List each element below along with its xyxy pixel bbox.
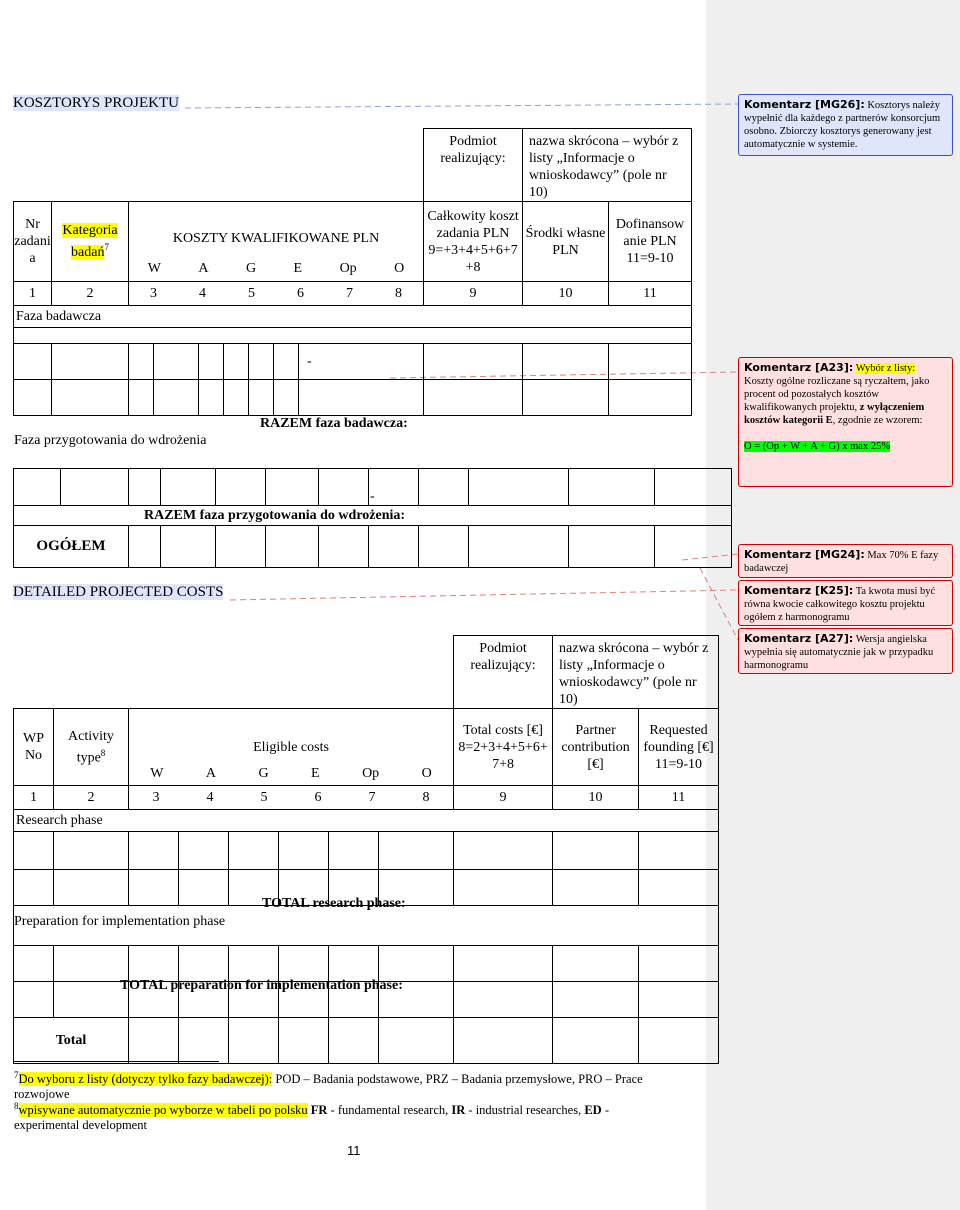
col-koszty-group xyxy=(129,202,424,282)
col-partner: Partner contribution [€] xyxy=(553,709,639,786)
dash-cell[interactable] xyxy=(299,344,424,380)
num-cell: 5 xyxy=(260,790,268,805)
cat-op: Op xyxy=(362,766,380,781)
comment-a27[interactable]: Komentarz [A27]: Wersja angielska wypełnia się automatycznie jak w przypadku harmonogramu xyxy=(738,628,953,674)
num-cell-group xyxy=(129,786,454,810)
num-cell: 8 xyxy=(395,286,402,301)
razem-przygotowania-label: RAZEM faza przygotowania do wdrożenia: xyxy=(144,508,406,523)
num-cell: 9 xyxy=(424,282,523,306)
num-cell: 1 xyxy=(14,282,52,306)
cat-e: E xyxy=(311,766,320,781)
cat-o: O xyxy=(394,260,405,276)
cat-o: O xyxy=(421,766,432,781)
num-cell: 1 xyxy=(14,786,54,810)
total-prep-label: TOTAL preparation for implementation phase: xyxy=(120,978,403,993)
faza-badawcza-label: Faza badawcza xyxy=(14,306,692,328)
section-title-kosztorys: KOSZTORYS PROJEKTU xyxy=(13,95,180,111)
cat-g: G xyxy=(258,766,269,781)
col-activity: Activity type$^8$ xyxy=(54,709,129,786)
num-cell: 4 xyxy=(199,286,206,301)
cat-g: G xyxy=(245,260,257,276)
col-total-costs: Total costs [€] 8=2+3+4+5+6+ 7+8 xyxy=(454,709,553,786)
num-cell: 6 xyxy=(314,790,322,805)
num-cell: 10 xyxy=(523,282,609,306)
koszty-kwalifikowane-label: KOSZTY KWALIFIKOWANE PLN xyxy=(172,230,380,246)
col-requested: Requested founding [€] 11=9-10 xyxy=(639,709,719,786)
page-number: 11 xyxy=(347,1143,361,1158)
col-srodki: Środki własne PLN xyxy=(523,202,609,282)
section-title-detailed: DETAILED PROJECTED COSTS xyxy=(13,584,224,600)
footnote-7: $^7$Do wyboru z listy (dotyczy tylko fazy badawczej): POD – Badania podstawowe, PRZ – Badania przemysłowe, PRO – Prace rozwojowe xyxy=(14,1070,643,1102)
num-cell: 8 xyxy=(422,790,430,805)
cat-a: A xyxy=(198,260,209,276)
comment-k25[interactable]: Komentarz [K25]: Ta kwota musi być równa kwocie całkowitego kosztu projektu ogółem z harmonogramu xyxy=(738,580,953,626)
cat-op: Op xyxy=(339,260,357,276)
num-cell: 2 xyxy=(54,786,129,810)
col-eligible-group xyxy=(129,709,454,786)
col-dofinansowanie: Dofinansow anie PLN 11=9-10 xyxy=(609,202,692,282)
footnote-separator xyxy=(14,1061,219,1062)
num-cell: 7 xyxy=(346,286,353,301)
comment-mg26[interactable]: Komentarz [MG26]: Kosztorys należy wypełnić dla każdego z partnerów konsorcjum osobno. Zbiorczy kosztorys generowany jest automatycznie w systemie. xyxy=(738,94,953,156)
prep-phase-label: Preparation for implementation phase xyxy=(14,914,226,929)
footnote-8: $^8$wpisywane automatycznie po wyborze w tabeli po polsku FR - fundamental research, IR - industrial researches, ED - experimental development xyxy=(14,1101,610,1133)
comment-a23[interactable]: Komentarz [A23]: Wybór z listy: Koszty ogólne rozliczane są ryczałtem, jako procent od pozostałych kosztów kwalifikowanych projektu, z wyłączeniem kosztów kategorii E, zgodnie ze wzorem: O = (Op + W + A + G) x max 25% xyxy=(738,357,953,487)
col-wp: WP No xyxy=(14,709,54,786)
col-kategoria: Kategoria badań$^7$ xyxy=(52,202,129,282)
cat-e: E xyxy=(293,260,303,276)
num-cell: 7 xyxy=(368,790,376,805)
razem-badawcza-label: RAZEM faza badawcza: xyxy=(260,416,408,431)
total-research-label: TOTAL research phase: xyxy=(262,896,406,911)
num-cell: 3 xyxy=(152,790,160,805)
category-row xyxy=(129,260,423,280)
en-category-row xyxy=(129,765,453,785)
total-label: Total xyxy=(14,1018,129,1064)
en-podmiot-label: Podmiot realizujący: xyxy=(454,636,553,709)
ogolem-label: OGÓŁEM xyxy=(14,526,129,568)
research-phase-label: Research phase xyxy=(14,810,719,832)
podmiot-value: nazwa skrócona – wybór z listy „Informacje o wnioskodawcy” (pole nr 10) xyxy=(523,129,692,202)
num-cell: 6 xyxy=(297,286,304,301)
num-cell: 2 xyxy=(52,282,129,306)
num-cell: 3 xyxy=(150,286,157,301)
cat-w: W xyxy=(150,766,164,781)
faza-przygotowania-label: Faza przygotowania do wdrożenia xyxy=(14,433,207,448)
num-cell: 11 xyxy=(639,786,719,810)
num-cell: 10 xyxy=(553,786,639,810)
dash-text-2: - xyxy=(370,489,375,504)
formula-text: O = (Op + W + A + G) x max 25% xyxy=(744,441,891,452)
detailed-costs-table xyxy=(13,635,719,1064)
comment-mg24[interactable]: Komentarz [MG24]: Max 70% E fazy badawczej xyxy=(738,544,953,578)
podmiot-label: Podmiot realizujący: xyxy=(424,129,523,202)
cat-w: W xyxy=(147,260,161,276)
num-cell: 11 xyxy=(609,282,692,306)
col-calkowity: Całkowity koszt zadania PLN 9=+3+4+5+6+7 +8 xyxy=(424,202,523,282)
en-podmiot-value: nazwa skrócona – wybór z listy „Informacje o wnioskodawcy” (pole nr 10) xyxy=(553,636,719,709)
num-cell: 5 xyxy=(248,286,255,301)
cat-a: A xyxy=(205,766,217,781)
kosztorys-table xyxy=(13,128,692,416)
dash-text: - xyxy=(307,354,312,369)
col-nr: Nr zadani a xyxy=(14,202,52,282)
num-cell: 4 xyxy=(206,790,214,805)
num-cell-group xyxy=(129,282,424,306)
num-cell: 9 xyxy=(454,786,553,810)
eligible-costs-label: Eligible costs xyxy=(253,740,329,755)
